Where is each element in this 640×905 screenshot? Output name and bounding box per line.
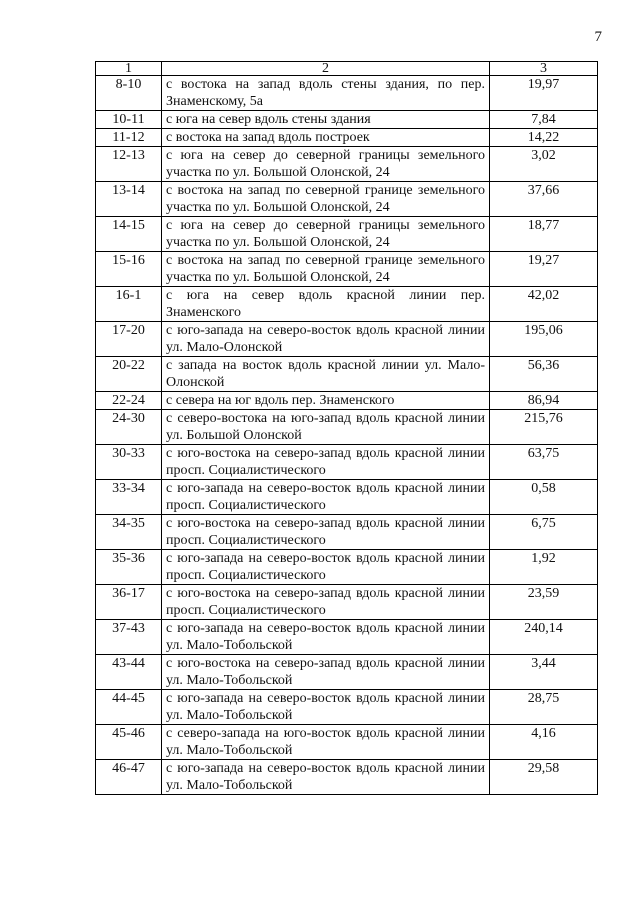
length-cell: 1,92	[490, 550, 598, 585]
table-row	[96, 111, 598, 129]
segment-cell: 45-46	[96, 725, 162, 760]
table-row	[96, 392, 598, 410]
description-cell: с юга на север вдоль стены здания	[162, 111, 490, 129]
segment-cell: 33-34	[96, 480, 162, 515]
length-cell: 29,58	[490, 760, 598, 795]
length-cell: 4,16	[490, 725, 598, 760]
description-cell: с юго-запада на северо-восток вдоль красной линии просп. Социалистического	[162, 550, 490, 585]
length-cell: 63,75	[490, 445, 598, 480]
description-cell: с юго-запада на северо-восток вдоль красной линии просп. Социалистического	[162, 480, 490, 515]
table-row	[96, 725, 598, 760]
table-header-row	[96, 62, 598, 76]
segment-cell: 43-44	[96, 655, 162, 690]
description-cell: с юга на север до северной границы земельного участка по ул. Большой Олонской, 24	[162, 147, 490, 182]
table-row	[96, 252, 598, 287]
description-cell: с запада на восток вдоль красной линии ул. Мало-Олонской	[162, 357, 490, 392]
segment-cell: 22-24	[96, 392, 162, 410]
segment-cell: 34-35	[96, 515, 162, 550]
description-cell: с востока на запад вдоль стены здания, по пер. Знаменскому, 5а	[162, 76, 490, 111]
description-cell: с юго-запада на северо-восток вдоль красной линии ул. Мало-Олонской	[162, 322, 490, 357]
table-row	[96, 182, 598, 217]
column-header-1: 1	[96, 62, 162, 76]
segment-cell: 12-13	[96, 147, 162, 182]
table-row	[96, 760, 598, 795]
table-row	[96, 410, 598, 445]
length-cell: 240,14	[490, 620, 598, 655]
segment-cell: 30-33	[96, 445, 162, 480]
segment-cell: 8-10	[96, 76, 162, 111]
column-header-2: 2	[162, 62, 490, 76]
description-cell: с юго-востока на северо-запад вдоль красной линии просп. Социалистического	[162, 585, 490, 620]
length-cell: 215,76	[490, 410, 598, 445]
length-cell: 56,36	[490, 357, 598, 392]
length-cell: 42,02	[490, 287, 598, 322]
segment-cell: 44-45	[96, 690, 162, 725]
segment-cell: 16-1	[96, 287, 162, 322]
table-row	[96, 620, 598, 655]
table-row	[96, 147, 598, 182]
description-cell: с юго-востока на северо-запад вдоль красной линии просп. Социалистического	[162, 515, 490, 550]
length-cell: 23,59	[490, 585, 598, 620]
description-cell: с северо-востока на юго-запад вдоль красной линии ул. Большой Олонской	[162, 410, 490, 445]
description-cell: с юго-востока на северо-запад вдоль красной линии ул. Мало-Тобольской	[162, 655, 490, 690]
length-cell: 14,22	[490, 129, 598, 147]
segment-cell: 10-11	[96, 111, 162, 129]
description-cell: с юго-запада на северо-восток вдоль красной линии ул. Мало-Тобольской	[162, 620, 490, 655]
segment-cell: 35-36	[96, 550, 162, 585]
segment-cell: 36-17	[96, 585, 162, 620]
description-cell: с востока на запад вдоль построек	[162, 129, 490, 147]
length-cell: 7,84	[490, 111, 598, 129]
length-cell: 37,66	[490, 182, 598, 217]
page-number: 7	[594, 29, 602, 45]
length-cell: 19,97	[490, 76, 598, 111]
length-cell: 6,75	[490, 515, 598, 550]
column-header-3: 3	[490, 62, 598, 76]
length-cell: 3,44	[490, 655, 598, 690]
description-cell: с северо-запада на юго-восток вдоль красной линии ул. Мало-Тобольской	[162, 725, 490, 760]
description-cell: с юго-запада на северо-восток вдоль красной линии ул. Мало-Тобольской	[162, 760, 490, 795]
table-row	[96, 690, 598, 725]
length-cell: 28,75	[490, 690, 598, 725]
table-row	[96, 357, 598, 392]
description-cell: с юго-востока на северо-запад вдоль красной линии просп. Социалистического	[162, 445, 490, 480]
boundary-segments-table	[95, 61, 598, 795]
table-row	[96, 515, 598, 550]
description-cell: с востока на запад по северной границе земельного участка по ул. Большой Олонской, 24	[162, 182, 490, 217]
table-row	[96, 550, 598, 585]
table-row	[96, 287, 598, 322]
table-row	[96, 585, 598, 620]
segment-cell: 15-16	[96, 252, 162, 287]
table-row	[96, 129, 598, 147]
description-cell: с юга на север вдоль красной линии пер. Знаменского	[162, 287, 490, 322]
table-row	[96, 445, 598, 480]
segment-cell: 14-15	[96, 217, 162, 252]
segment-cell: 46-47	[96, 760, 162, 795]
description-cell: с востока на запад по северной границе земельного участка по ул. Большой Олонской, 24	[162, 252, 490, 287]
description-cell: с юга на север до северной границы земельного участка по ул. Большой Олонской, 24	[162, 217, 490, 252]
table-row	[96, 217, 598, 252]
length-cell: 195,06	[490, 322, 598, 357]
segment-cell: 17-20	[96, 322, 162, 357]
length-cell: 3,02	[490, 147, 598, 182]
table-row	[96, 655, 598, 690]
segment-cell: 13-14	[96, 182, 162, 217]
length-cell: 0,58	[490, 480, 598, 515]
table-row	[96, 76, 598, 111]
description-cell: с юго-запада на северо-восток вдоль красной линии ул. Мало-Тобольской	[162, 690, 490, 725]
length-cell: 19,27	[490, 252, 598, 287]
description-cell: с севера на юг вдоль пер. Знаменского	[162, 392, 490, 410]
segment-cell: 11-12	[96, 129, 162, 147]
segment-cell: 24-30	[96, 410, 162, 445]
segment-cell: 20-22	[96, 357, 162, 392]
length-cell: 18,77	[490, 217, 598, 252]
table-row	[96, 322, 598, 357]
table-row	[96, 480, 598, 515]
segment-cell: 37-43	[96, 620, 162, 655]
length-cell: 86,94	[490, 392, 598, 410]
